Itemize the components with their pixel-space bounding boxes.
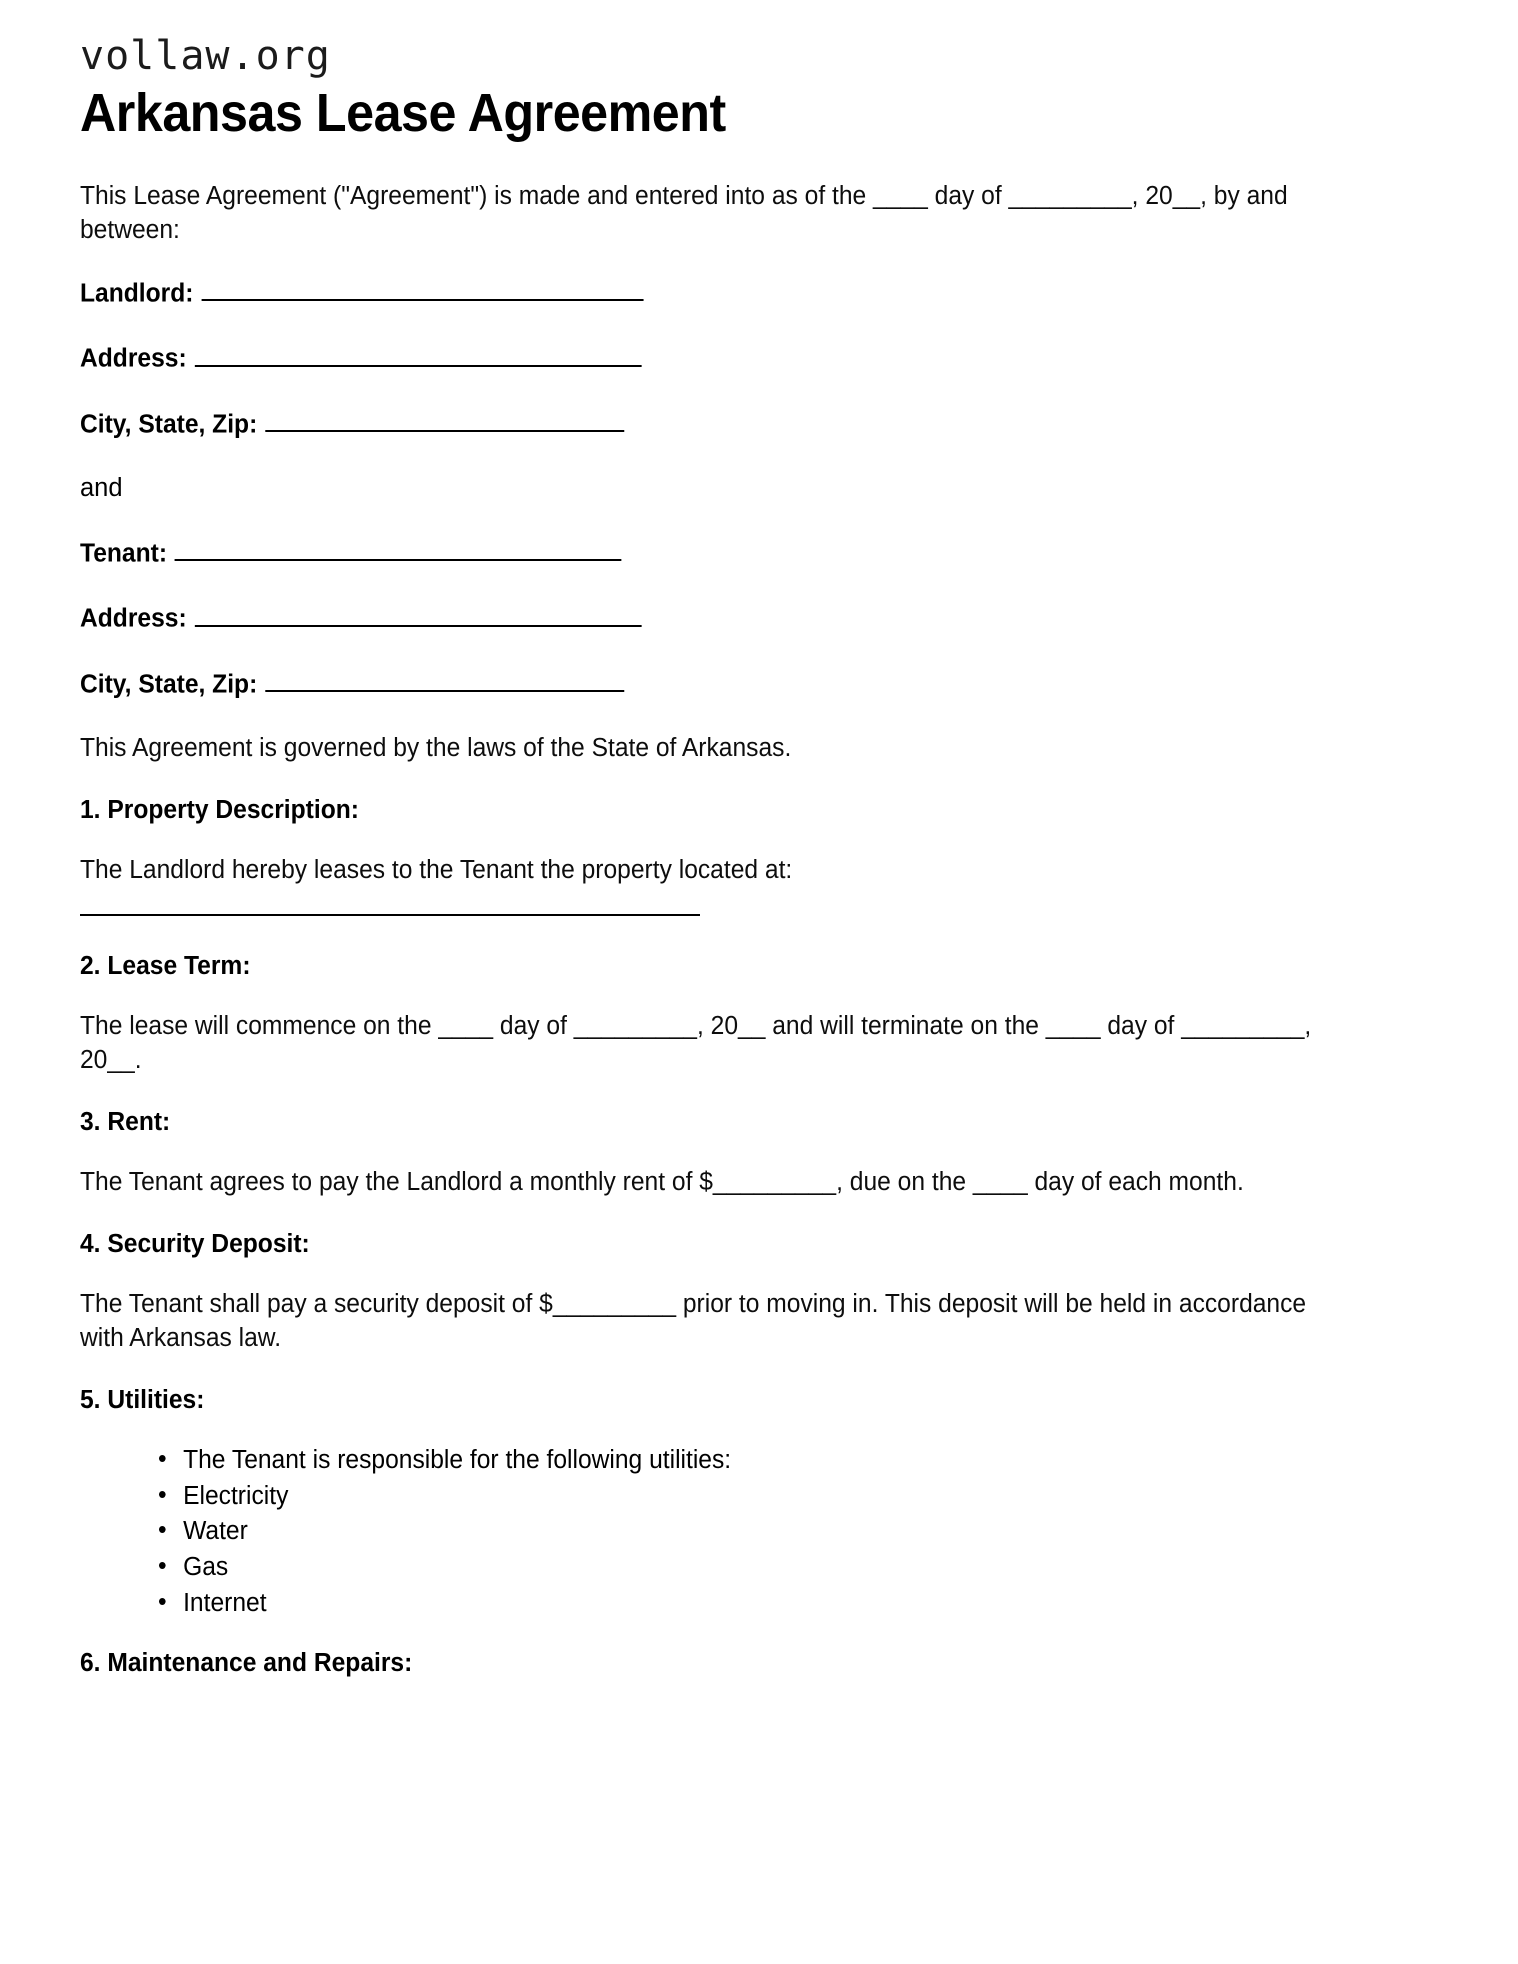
- landlord-city-state-zip-field: [80, 407, 1354, 442]
- tenant-address-blank[interactable]: [194, 601, 641, 626]
- section-body-rent: The Tenant agrees to pay the Landlord a monthly rent of $_________, due on the ____ day of each month.: [80, 1168, 1244, 1197]
- landlord-address-field: [80, 341, 1354, 376]
- document-body: [80, 180, 1400, 1680]
- property-address-blank[interactable]: [80, 914, 700, 916]
- landlord-name-blank[interactable]: [201, 276, 643, 301]
- landlord-address-label: Address:: [80, 344, 187, 373]
- section-heading-security-deposit: 4. Security Deposit:: [80, 1229, 310, 1258]
- section-body-security-deposit: The Tenant shall pay a security deposit of $_________ prior to moving in. This deposit will be held in accordance with Arkansas law.: [80, 1290, 1307, 1352]
- tenant-city-state-zip-label: City, State, Zip:: [80, 670, 258, 699]
- tenant-address-field: [80, 601, 1354, 636]
- list-item: • Water: [158, 1515, 1357, 1548]
- section-body-property-description: The Landlord hereby leases to the Tenant the property located at:: [80, 856, 793, 885]
- list-item: • Internet: [158, 1587, 1357, 1620]
- landlord-address-blank[interactable]: [194, 341, 641, 366]
- tenant-city-state-zip-field: [80, 667, 1354, 702]
- tenant-city-state-zip-blank[interactable]: [265, 667, 624, 692]
- tenant-name-label: Tenant:: [80, 539, 168, 568]
- tenant-address-label: Address:: [80, 604, 187, 633]
- landlord-city-state-zip-blank[interactable]: [265, 407, 624, 432]
- landlord-name-field: [80, 276, 1354, 311]
- governing-law-paragraph: This Agreement is governed by the laws of the State of Arkansas.: [80, 733, 792, 762]
- section-body-lease-term: The lease will commence on the ____ day of _________, 20__ and will terminate on the ____ day of _________, 20__.: [80, 1012, 1312, 1074]
- list-item: • Electricity: [158, 1480, 1357, 1513]
- section-heading-lease-term: 2. Lease Term:: [80, 951, 251, 980]
- document-content: [80, 33, 1400, 1707]
- tenant-name-blank[interactable]: [175, 536, 622, 561]
- page-title: Arkansas Lease Agreement: [80, 83, 726, 143]
- utilities-list: [80, 1444, 1400, 1619]
- landlord-name-label: Landlord:: [80, 279, 194, 308]
- section-heading-utilities: 5. Utilities:: [80, 1385, 205, 1414]
- section-heading-maintenance-and-repairs: 6. Maintenance and Repairs:: [80, 1649, 413, 1678]
- site-watermark: vollaw.org: [80, 33, 331, 79]
- list-item: • Gas: [158, 1551, 1357, 1584]
- section-heading-property-description: 1. Property Description:: [80, 795, 359, 824]
- parties-conjunction: and: [80, 473, 123, 502]
- list-item: • The Tenant is responsible for the following utilities:: [158, 1444, 1357, 1477]
- tenant-name-field: [80, 536, 1354, 571]
- section-heading-rent: 3. Rent:: [80, 1107, 171, 1136]
- landlord-city-state-zip-label: City, State, Zip:: [80, 410, 258, 439]
- intro-paragraph: This Lease Agreement ("Agreement") is made and entered into as of the ____ day of _________, 20__, by and between:: [80, 182, 1288, 244]
